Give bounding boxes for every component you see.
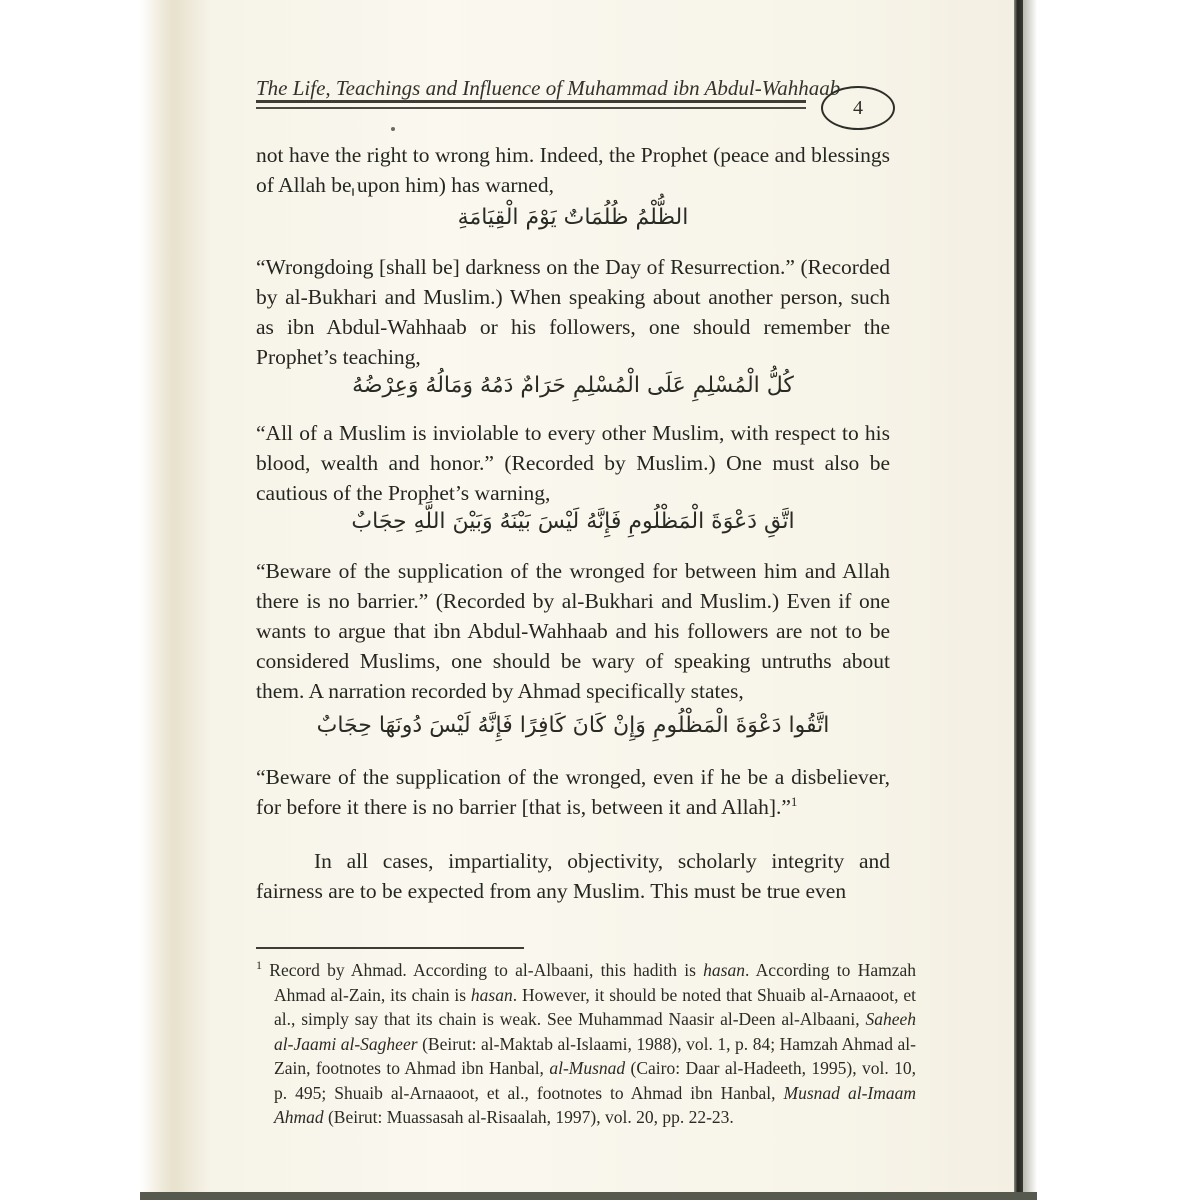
footnote-segment-italic: al-Musnad: [549, 1058, 626, 1078]
footnote-segment: Record by Ahmad. According to al-Albaani, this hadith is: [269, 960, 704, 980]
paragraph-beware-supplication: “Beware of the supplication of the wronged for between him and Allah there is no barrier.” (Recorded by al-Bukhari and Muslim.) Even if one wants to argue that ibn Abdul-Wahhaab and his followers are not to be considered Muslims, one should be wary of speaking untruths about them. A narration recorded by Ahmad specifically states,: [256, 559, 890, 703]
arabic-hadith-1: الظُّلْمُ ظُلُمَاتٌ يَوْمَ الْقِيَامَةِ: [457, 205, 689, 230]
footnote-segment: . However, it should be noted that Shuaib al-Arnaaoot, et al., simply say that its chain is weak. See Muhammad Naasir al-Deen al-Albaani,: [274, 984, 916, 1029]
book-spine-shadow: [1023, 0, 1037, 1192]
footnote-segment: (Cairo: Daar al-Hadeeth, 1995), vol. 10, p. 495; Shuaib al-Arnaaoot, et al., footnotes to Ahmad ibn Hanbal,: [274, 1058, 916, 1103]
book-spine-edge: [1014, 0, 1023, 1192]
footnote-segment: (Beirut: Muassasah al-Risaalah, 1997), vol. 20, pp. 22-23.: [323, 1107, 734, 1127]
arabic-hadith-4: اتَّقُوا دَعْوَةَ الْمَظْلُومِ وَإِنْ كَانَ كَافِرًا فَإِنَّهُ لَيْسَ دُونَهَا حِجَابٌ: [316, 713, 830, 738]
footnote-marker: 1: [256, 958, 262, 973]
paragraph-inviolable: “All of a Muslim is inviolable to every other Muslim, with respect to his blood, wealth and honor.” (Recorded by Muslim.) One must also be cautious of the Prophet’s warning,: [256, 421, 890, 505]
footnote-segment: (Beirut: al-Maktab al-Islaami, 1988), vol. 1, p. 84; Hamzah Ahmad al-Zain, footnotes to Ahmad ibn Hanbal,: [274, 1033, 916, 1078]
paragraph-beware-disbeliever-text: “Beware of the supplication of the wronged, even if he be a disbeliever, for before it there is no barrier [that is, between it and Allah].”: [256, 765, 890, 819]
header-double-rule: [256, 100, 806, 109]
arabic-hadith-2: كُلُّ الْمُسْلِمِ عَلَى الْمُسْلِمِ حَرَامٌ دَمُهُ وَمَالُهُ وَعِرْضُهُ: [352, 373, 794, 398]
page-number: 4: [853, 96, 863, 119]
footnote-text: [256, 958, 916, 1130]
scan-speck: [391, 127, 395, 131]
paragraph-wrongdoing: “Wrongdoing [shall be] darkness on the Day of Resurrection.” (Recorded by al-Bukhari and Muslim.) When speaking about another person, such as ibn Abdul-Wahhaab or his followers, one should remember the Prophet’s teaching,: [256, 255, 890, 369]
paragraph-intro: not have the right to wrong him. Indeed, the Prophet (peace and blessings of Allah be upon him) has warned,: [256, 143, 890, 197]
footnote-segment-italic: hasan: [470, 984, 513, 1005]
footnote-separator-rule: [256, 947, 524, 949]
arabic-hadith-3: اتَّقِ دَعْوَةَ الْمَظْلُومِ فَإِنَّهُ لَيْسَ بَيْنَهُ وَبَيْنَ اللَّهِ حِجَابٌ: [351, 509, 795, 534]
scan-bottom-edge: [140, 1192, 1037, 1200]
footnote-segment-italic: Saheeh al-Jaami al-Sagheer: [274, 1009, 916, 1054]
running-header-title: The Life, Teachings and Influence of Muhammad ibn Abdul-Wahhaab: [256, 76, 841, 100]
footnote-segment-italic: Musnad al-Imaam Ahmad: [274, 1082, 916, 1127]
page-number-badge: [821, 86, 895, 130]
footnote-segment: . According to Hamzah Ahmad al-Zain, its chain is: [274, 960, 916, 1005]
footnote-reference-marker: 1: [790, 793, 798, 809]
paragraph-beware-disbeliever: [256, 762, 890, 822]
paragraph-impartiality: In all cases, impartiality, objectivity, scholarly integrity and fairness are to be expected from any Muslim. This must be true even: [256, 849, 890, 903]
footnote-segment-italic: hasan: [703, 960, 745, 980]
